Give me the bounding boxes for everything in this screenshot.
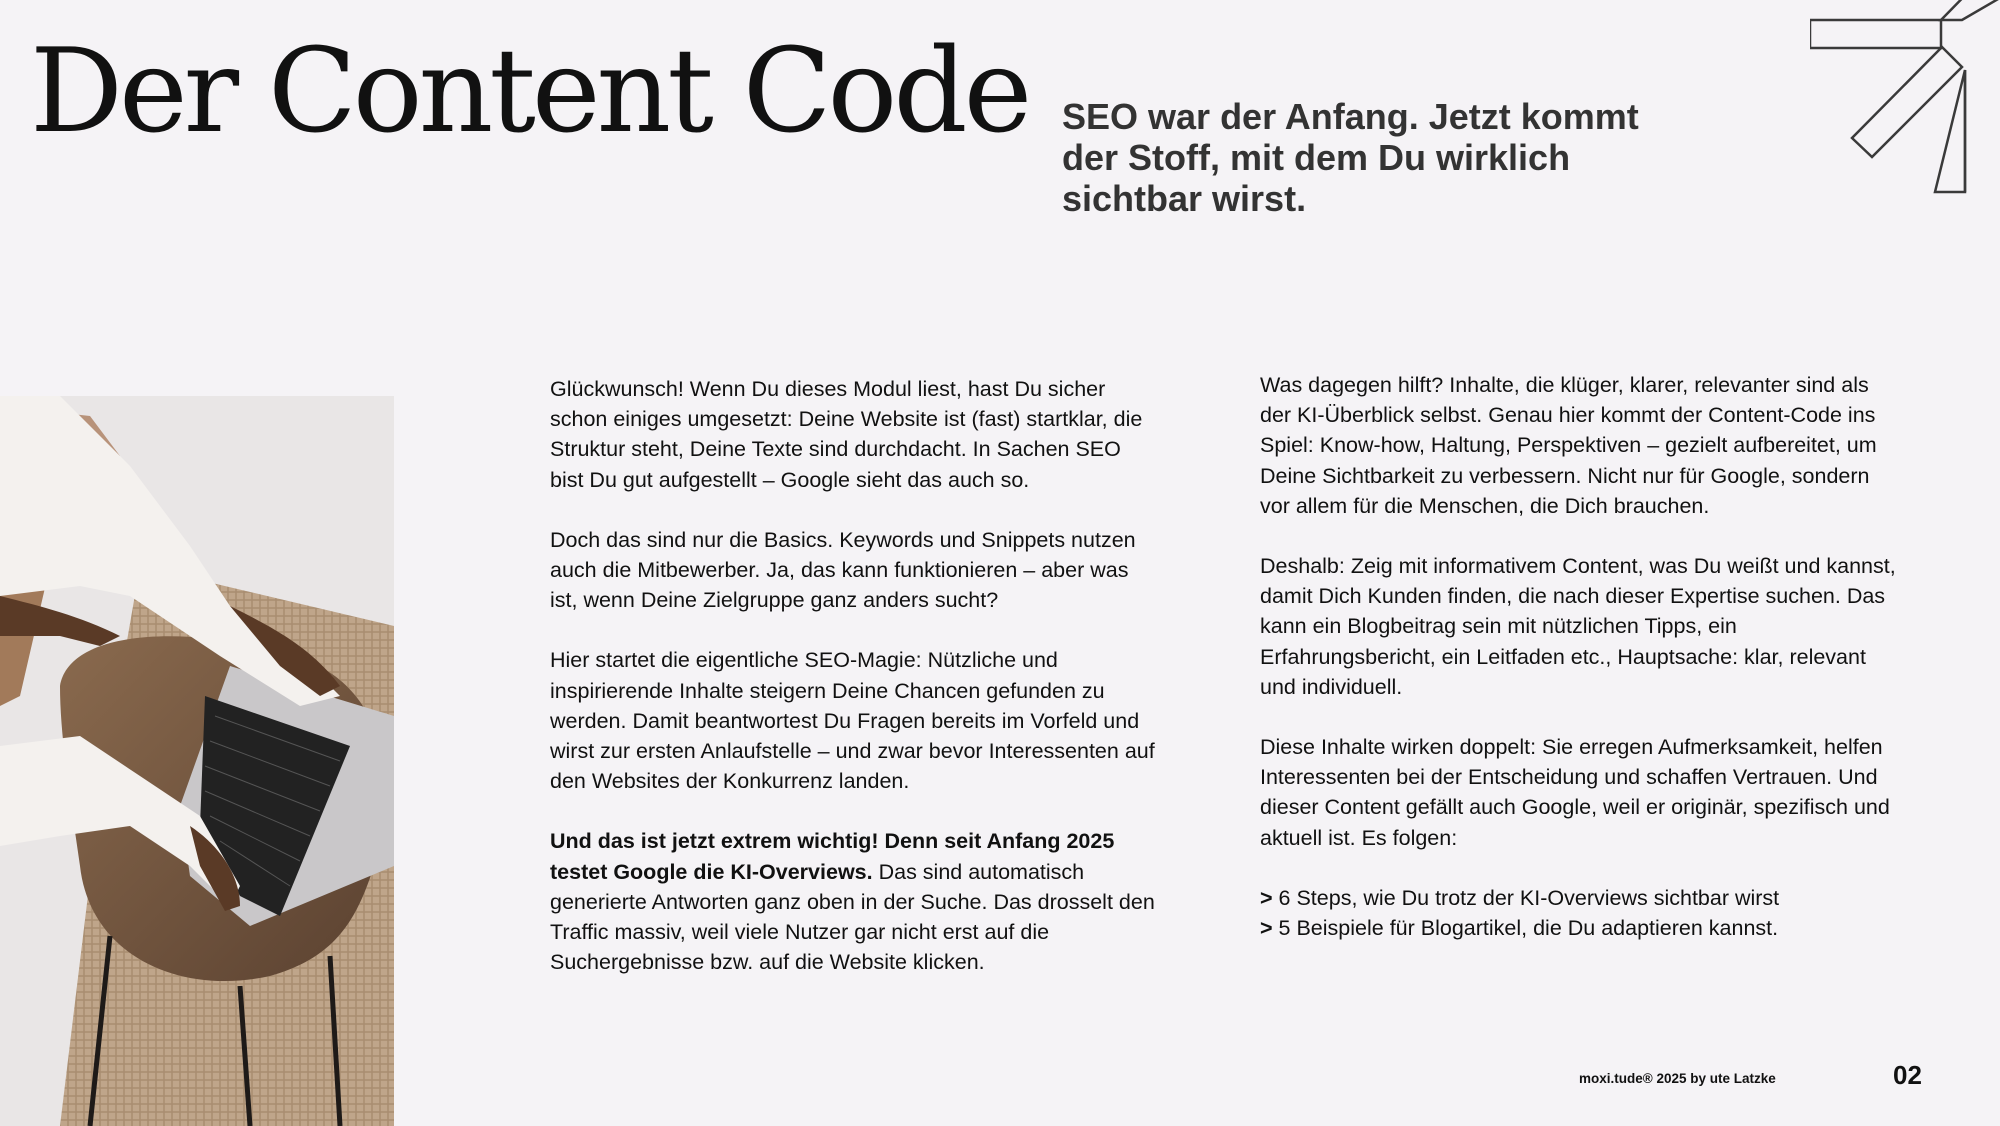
laptop-on-wooden-table-photo: [0, 396, 394, 1126]
bold-emphasis: Und das ist jetzt extrem wichtig! Denn seit Anfang 2025 testet Google die KI-Overviews.: [550, 829, 1115, 884]
page-number: 02: [1893, 1060, 1922, 1090]
paragraph: Glückwunsch! Wenn Du dieses Modul liest, hast Du sicher schon einiges umgesetzt: Deine Website ist (fast) startklar, die Struktur steht, Deine Texte sind durchdacht. In Sachen SEO bist Du gut aufgestellt – Google sieht das auch so.: [550, 377, 1143, 492]
paragraph: Hier startet die eigentliche SEO-Magie: Nützliche und inspirierende Inhalte steigern Deine Chancen gefunden zu werden. Damit beantwortest Du Fragen bereits im Vorfeld und wirst zur ersten Anlaufstelle – und zwar bevor Interessenten auf den Websites der Konkurrenz landen.: [550, 648, 1155, 794]
bullet-list: [1260, 883, 1900, 943]
paragraph: [550, 826, 1160, 977]
bullet-text: 6 Steps, wie Du trotz der KI-Overviews sichtbar wirst: [1272, 885, 1780, 910]
footer-credit: moxi.tude® 2025 by ute Latzke: [1579, 1071, 1776, 1086]
paragraph: Diese Inhalte wirken doppelt: Sie erregen Aufmerksamkeit, helfen Interessenten bei der Entscheidung und schaffen Vertrauen. Und dieser Content gefällt auch Google, weil er originär, spezifisch und aktuell ist. Es folgen:: [1260, 735, 1890, 850]
bullet-text: 5 Beispiele für Blogartikel, die Du adaptieren kannst.: [1272, 916, 1779, 941]
bullet-marker: >: [1260, 916, 1273, 941]
bullet-item: [1260, 886, 1779, 910]
paragraph: Was dagegen hilft? Inhalte, die klüger, klarer, relevanter sind als der KI-Überblick selbst. Genau hier kommt der Content-Code ins Spiel: Know-how, Haltung, Perspektiven – gezielt aufbereitet, um Deine Sichtbarkeit zu verbessern. Nicht nur für Google, sondern vor allem für die Menschen, die Dich brauchen.: [1260, 373, 1877, 518]
subtitle: SEO war der Anfang. Jetzt kommt der Stoff, mit dem Du wirklich sichtbar wirst.: [1062, 96, 1639, 219]
body-column-left: [550, 374, 1160, 977]
page-title: Der Content Code: [30, 24, 1029, 159]
body-column-right: [1260, 370, 1900, 943]
paragraph: Doch das sind nur die Basics. Keywords und Snippets nutzen auch die Mitbewerber. Ja, das kann funktionieren – aber was ist, wenn Deine Zielgruppe ganz anders sucht?: [550, 527, 1136, 613]
paragraph-text: Das sind automatisch generierte Antworten ganz oben in der Suche. Das drosselt den Traffic massiv, weil viele Nutzer gar nicht erst auf die Suchergebnisse bzw. auf die Website klicken.: [550, 859, 1155, 975]
asterisk-outline-icon: [1810, 0, 2000, 195]
bullet-item: [1260, 916, 1778, 940]
paragraph: Deshalb: Zeig mit informativem Content, was Du weißt und kannst, damit Dich Kunden finden, die nach dieser Expertise suchen. Das kann ein Blogbeitrag sein mit nützlichen Tipps, ein Erfahrungsbericht, ein Leitfaden etc., Hauptsache: klar, relevant und individuell.: [1260, 554, 1896, 699]
bullet-marker: >: [1260, 885, 1273, 910]
